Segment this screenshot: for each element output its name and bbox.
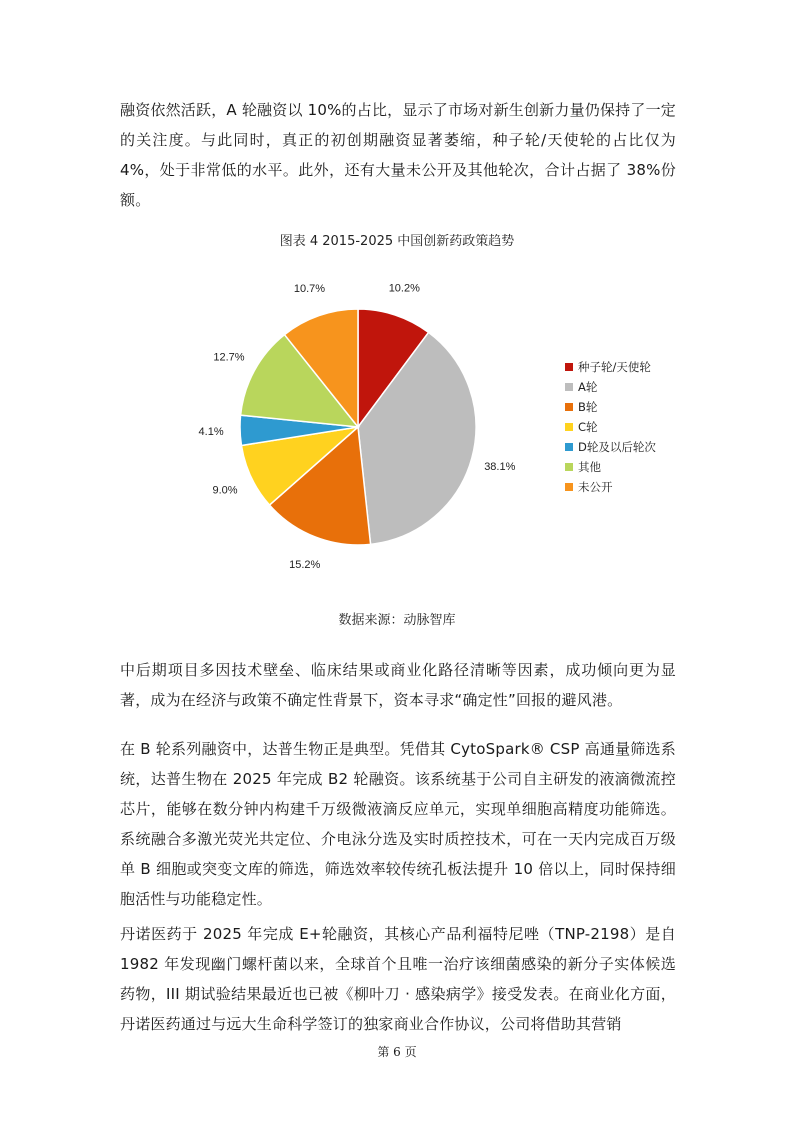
legend-label: 未公开 [578, 480, 613, 494]
legend-swatch [565, 403, 573, 411]
pie-data-label: 9.0% [212, 484, 238, 497]
pie-chart [0, 270, 794, 590]
legend-label: 种子轮/天使轮 [578, 360, 651, 374]
legend-label: B轮 [578, 400, 598, 414]
pie-data-label: 15.2% [289, 559, 321, 571]
legend-swatch [565, 483, 573, 491]
legend-swatch [565, 363, 573, 371]
paragraph-late-stage: 中后期项目多因技术壁垒、临床结果或商业化路径清晰等因素，成功倾向更为显著，成为在经济与政策不确定性背景下，资本寻求“确定性”回报的避风港。 [120, 661, 676, 709]
page-number: 第 6 页 [377, 1045, 417, 1059]
legend-swatch [565, 383, 573, 391]
paragraph-b-round: 在 B 轮系列融资中，达普生物正是典型。凭借其 CytoSpark® CSP 高通量筛选系统，达普生物在 2025 年完成 B2 轮融资。该系统基于公司自主研发的液滴微流控芯片，能够在数分钟内构建千万级微液滴反应单元，实现单细胞高精度功能筛选。系统融合多激光荧光共定位、介电泳分选及实时质控技术，可在一天内完成百万级单 B 细胞或突变文库的筛选，筛选效率较传统孔板法提升 10 倍以上，同时保持细胞活性与功能稳定性。 [120, 740, 676, 908]
pie-data-label: 38.1% [484, 460, 516, 473]
pie-data-label: 10.2% [388, 282, 420, 295]
legend-swatch [565, 443, 573, 451]
paragraph-danuo: 丹诺医药于 2025 年完成 E+轮融资，其核心产品利福特尼唑（TNP-2198）是自 1982 年发现幽门螺杆菌以来，全球首个且唯一治疗该细菌感染的新分子实体候选药物，III 期试验结果最近也已被《柳叶刀 · 感染病学》接受发表。在商业化方面，丹诺医药通过与远大生命科学签订的独家商业合作协议，公司将借助其营销 [120, 925, 676, 1033]
pie-data-label: 10.7% [293, 283, 326, 296]
legend-label: C轮 [578, 420, 598, 434]
pie-data-label: 12.7% [213, 351, 245, 364]
legend-swatch [565, 423, 573, 431]
pie-data-label: 4.1% [198, 426, 224, 439]
figure-source: 数据来源：动脉智库 [338, 613, 456, 628]
legend-label: A轮 [578, 380, 598, 394]
legend-swatch [565, 463, 573, 471]
chart-title: 图表 4 2015-2025 中国创新药政策趋势 [279, 234, 515, 249]
legend-label: D轮及以后轮次 [578, 440, 656, 454]
legend-label: 其他 [578, 460, 601, 474]
paragraph-intro: 融资依然活跃，A 轮融资以 10%的占比，显示了市场对新生创新力量仍保持了一定的关注度。与此同时，真正的初创期融资显著萎缩，种子轮/天使轮的占比仅为 4%，处于非常低的水平。此外，还有大量未公开及其他轮次，合计占据了 38%份额。 [120, 101, 676, 209]
